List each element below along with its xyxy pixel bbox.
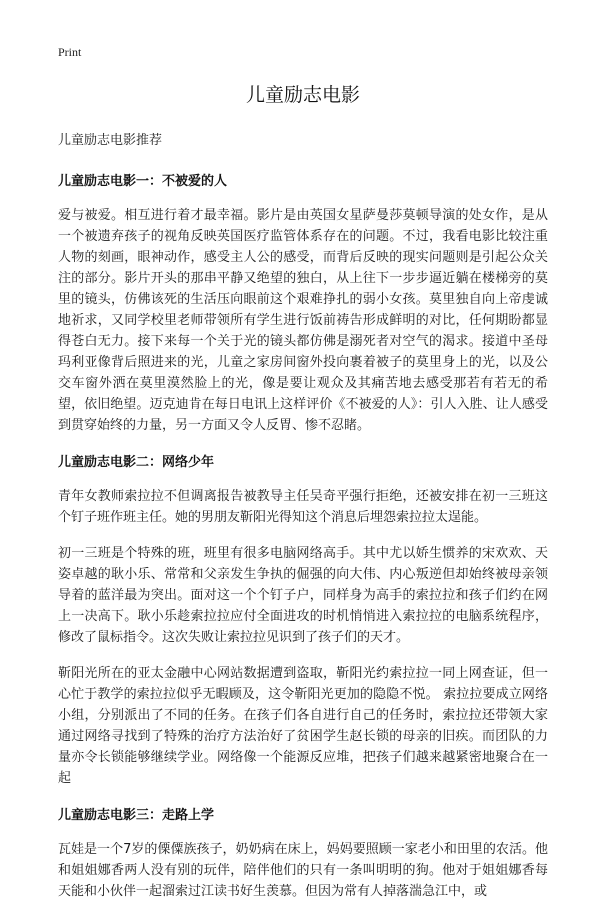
article bbox=[58, 80, 548, 917]
section-heading-3: 儿童励志电影三：走路上学 bbox=[58, 808, 215, 823]
section-2-paragraph-2: 初一三班是个特殊的班，班里有很多电脑网络高手。其中尤以娇生惯养的宋欢欢、天姿卓越的耿小乐、常常和父亲发生争执的倔强的向大伟、内心叛逆但却始终被母亲领导着的蓝洋最为突出。面对这一个个钉子户，同样身为高手的索拉拉和孩子们约在网上一决高下。耿小乐趁索拉拉应付全面进攻的时机悄悄进入索拉拉的电脑系统程序，修改了鼠标指令。这次失败让索拉拉见识到了孩子们的天才。 bbox=[58, 546, 548, 645]
section-3-paragraph: 瓦娃是一个7岁的傈僳族孩子，奶奶病在床上，妈妈要照顾一家老小和田里的农活。他和姐姐娜香两人没有别的玩伴，陪伴他们的只有一条叫明明的狗。他对于姐姐娜香每天能和小伙伴一起溜索过江读书好生羡慕。但因为常有人掉落湍急江中，或 bbox=[58, 842, 548, 899]
print-link[interactable]: Print bbox=[58, 45, 82, 59]
section-heading-2: 儿童励志电影二：网络少年 bbox=[58, 455, 215, 470]
section-2-paragraph-3: 靳阳光所在的亚太金融中心网站数据遭到盗取，靳阳光约索拉拉一同上网查证，但一心忙于教学的索拉拉似乎无暇顾及，这令靳阳光更加的隐隐不悦。 索拉拉要成立网络小组，分别派出了不同的任务。在孩子们各自进行自己的任务时，索拉拉还带领大家通过网络寻找到了特殊的治疗方法治好了贫困学生赵长锁的母亲的旧疾。而团队的力量亦令长锁能够继续学业。网络像一个能源反应堆，把孩子们越来越紧密地聚合在一起 bbox=[58, 666, 548, 786]
section-2-paragraph-1: 青年女教师索拉拉不但调离报告被教导主任吴奇平强行拒绝，还被安排在初一三班这个钉子班作班主任。她的男朋友靳阳光得知这个消息后埋怨索拉拉太逞能。 bbox=[58, 489, 548, 525]
article-subtitle: 儿童励志电影推荐 bbox=[58, 133, 163, 148]
section-1-paragraph: 爱与被爱。相互进行着才最幸福。影片是由英国女星萨曼莎莫顿导演的处女作，是从一个被遗弃孩子的视角反映英国医疗监管体系存在的问题。不过，我看电影比较注重人物的刻画，眼神动作，感受主人公的感受，而背后反映的现实问题则是引起公众关注的部分。影片开头的那串平静又绝望的独白，从上往下一步步逼近躺在楼梯旁的莫里的镜头，仿佛该死的生活压向眼前这个艰难挣扎的弱小女孩。莫里独自向上帝虔诚地祈求，又同学校里老师带领所有学生进行饭前祷告形成鲜明的对比，任何期盼都显得苍白无力。接下来每一个关于光的镜头都仿佛是溺死者对空气的渴求。接道中圣母玛利亚像背后照进来的光，儿童之家房间窗外投向裹着被子的莫里身上的光，以及公交车窗外洒在莫里漠然脸上的光，像是要让观众及其痛苦地去感受那若有若无的希望，依旧绝望。迈克迪肯在每日电讯上这样评价《不被爱的人》：引人入胜、让人感受到贯穿始终的力量，另一方面又令人反胃、惨不忍睹。 bbox=[58, 208, 548, 433]
section-heading-1: 儿童励志电影一：不被爱的人 bbox=[58, 174, 228, 189]
page-title: 儿童励志电影 bbox=[245, 84, 360, 106]
